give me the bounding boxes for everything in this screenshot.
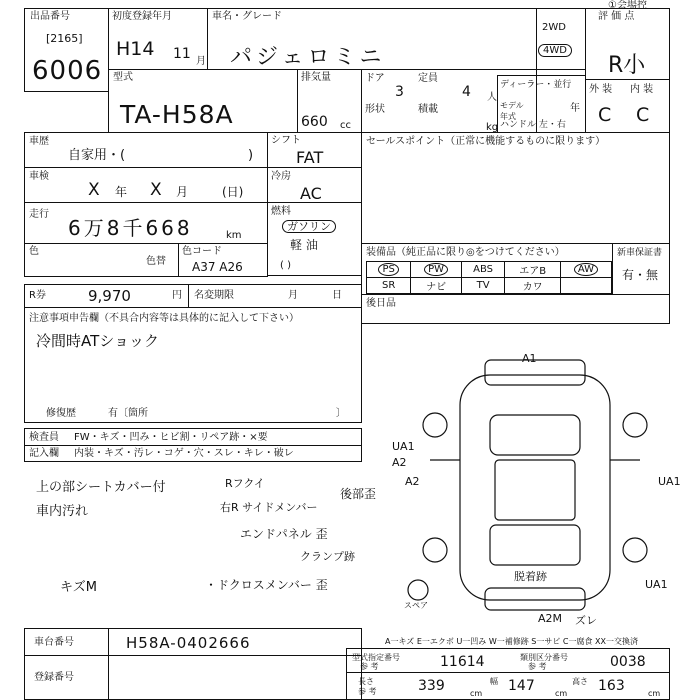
mileage-value: 6万8千668 [68, 216, 193, 240]
sales-box [361, 132, 670, 244]
ref-label-3: 参 考 [358, 687, 377, 696]
inspector-row2-label: 記入欄 [29, 448, 59, 459]
repair-value: 有〔箇所 [108, 408, 148, 419]
damage-ua1-rear: UA1 [645, 578, 668, 591]
reg-month: 11 [173, 46, 191, 62]
ref-label-1: 参 考 [360, 662, 379, 671]
equip-pw: PW [411, 262, 462, 278]
model-label: 車名・グレード [212, 11, 282, 22]
warranty-label: 新車保証書 [617, 248, 663, 258]
recycle-label: R券 [29, 290, 46, 301]
inspector-right-5: ・ドクロスメンバー 歪 [205, 578, 328, 592]
warranty-value: 有・無 [622, 268, 659, 282]
model-year-label: モデル年式 [500, 101, 524, 121]
handle-label: ハンドル 左・右 [500, 120, 566, 130]
inspector-row2-items: 内装・キズ・汚レ・コゲ・穴・スレ・キレ・破レ [74, 448, 294, 459]
expiry-day: 日 [332, 290, 342, 301]
mileage-unit: km [226, 230, 242, 241]
color-code-label: 色コード [182, 246, 222, 257]
damage-a2m: A2M [538, 612, 563, 625]
inspector-row1-label: 検査員 [29, 432, 59, 443]
equip-leather: カワ [505, 278, 561, 294]
equip-ps: PS [367, 262, 411, 278]
interior-value: C [636, 104, 650, 126]
inspector-line-3: キズM [60, 580, 97, 595]
recycle-value: 9,970 [88, 287, 131, 305]
history-label: 車歴 [29, 136, 49, 147]
expiry-label: 名変期限 [194, 290, 234, 301]
repair-label: 修復歴 [46, 408, 76, 419]
damage-a1: A1 [522, 352, 537, 365]
recycle-unit: 円 [172, 290, 182, 301]
equip-empty [560, 278, 611, 294]
model-name: パジェロミニ [230, 45, 386, 70]
notes-text: 冷間時ATショック [36, 332, 159, 350]
score-value: R小 [608, 53, 646, 78]
model-year-unit: 年 [570, 103, 580, 114]
later-label: 後日品 [366, 298, 396, 309]
height-value: 163 [598, 678, 625, 694]
damage-detach: 脱着跡 [514, 570, 547, 583]
inspector-right-1: Rフクイ [225, 477, 265, 490]
color-label: 色 [29, 246, 39, 257]
shift-value: FAT [296, 148, 324, 167]
equip-aw: AW [560, 262, 611, 278]
equip-navi: ナビ [411, 278, 462, 294]
wheel-rear-left [423, 538, 447, 562]
type-value: TA-H58A [120, 100, 234, 129]
drive-4wd: 4WD [538, 44, 572, 57]
equip-abs: ABS [461, 262, 504, 278]
inspector-line-1: 上の部シートカバー付 [36, 480, 166, 495]
inspector-right-2: 右R サイドメンバー [220, 501, 318, 514]
damage-ua1-right: UA1 [658, 475, 681, 488]
chassis-value: H58A-0402666 [126, 634, 251, 652]
inspector-row1-items: FW・キズ・凹み・ヒビ割・リペア跡・×要 [74, 432, 268, 443]
fuel-diesel: 軽 油 [290, 238, 318, 252]
spec-divider [346, 672, 670, 673]
inspector-line-2: 車内汚れ [36, 504, 89, 519]
damage-a2-mid: A2 [405, 475, 420, 488]
inspector-right-3: エンドパネル 歪 [240, 527, 328, 541]
reg-no-label: 登録番号 [34, 672, 74, 683]
car-rear-bumper [485, 588, 585, 610]
load-unit: kg [486, 122, 499, 133]
fuel-paren: ( ) [280, 260, 291, 271]
class-label: 類別区分番号 [520, 653, 568, 662]
length-label: 長さ [358, 677, 374, 686]
inspection-year-mark: X [88, 180, 100, 200]
width-unit: cm [555, 689, 568, 698]
mileage-label: 走行 [29, 209, 49, 220]
spare-tire [408, 580, 428, 600]
equip-sr: SR [367, 278, 411, 294]
ref-label-2: 参 考 [528, 662, 547, 671]
car-rear-window [490, 525, 580, 565]
damage-zure: ズレ [575, 614, 597, 627]
ac-value: AC [300, 184, 322, 203]
car-body-outline [460, 375, 610, 600]
top-right-mark: ①会場控 [608, 0, 647, 11]
inspector-rear-note: 後部歪 [340, 487, 377, 501]
type-label: 型式 [113, 72, 133, 83]
ac-label: 冷房 [271, 171, 291, 182]
reg-year: H14 [116, 38, 155, 60]
inspector-divider [24, 445, 362, 446]
reg-unit: 月 [196, 56, 206, 67]
legend-text: A一キズ E一エクボ U一凹み W一補修跡 S一サビ C一腐食 XX一交換済 [385, 637, 639, 646]
width-value: 147 [508, 678, 535, 694]
height-label: 高さ [572, 677, 588, 686]
repair-close: 〕 [336, 408, 346, 419]
reg-no-box [24, 655, 362, 700]
expiry-month: 月 [288, 290, 298, 301]
lot-label: 出品番号 [30, 11, 70, 22]
car-windshield [490, 415, 580, 455]
notes-label: 注意事項申告欄（不具合内容等は具体的に記入して下さい） [29, 313, 299, 324]
width-label: 幅 [490, 677, 498, 686]
cc-label: 排気量 [301, 72, 331, 83]
lot-number: 6006 [32, 56, 103, 86]
inspection-year-unit: 年 [115, 185, 128, 199]
drive-box [536, 8, 586, 70]
inspection-label: 車検 [29, 171, 49, 182]
equip-airbag: エアB [505, 262, 561, 278]
shift-label: シフト [271, 135, 301, 146]
score-label: 評 価 点 [598, 11, 635, 22]
drive-2wd: 2WD [542, 22, 566, 33]
seat-value: 4 [462, 84, 471, 100]
door-label: ドア [365, 73, 385, 84]
spare-label: スペア [404, 601, 428, 610]
damage-a2-left: A2 [392, 456, 407, 469]
model-spec-label: 型式指定番号 [352, 653, 400, 662]
model-spec-value: 11614 [440, 654, 485, 670]
color-divider [178, 243, 179, 277]
wheel-front-left [423, 413, 447, 437]
interior-label: 内 装 [630, 84, 654, 95]
class-value: 0038 [610, 654, 646, 670]
exterior-value: C [598, 104, 612, 126]
notes-box [24, 307, 362, 423]
equipment-grid [366, 261, 612, 294]
equipment-label: 装備品（純正品に限り◎をつけてください） [366, 247, 565, 258]
recycle-divider [188, 284, 189, 308]
reg-label: 初度登録年月 [112, 11, 172, 22]
history-value: 自家用・( [68, 148, 126, 163]
dealer-label: ディーラー・並行 [500, 80, 572, 90]
height-unit: cm [648, 689, 661, 698]
paint-label: 色替 [146, 256, 166, 267]
color-code-value: A37 A26 [192, 260, 243, 274]
equip-tv: TV [461, 278, 504, 294]
cc-value: 660 [301, 114, 328, 130]
wheel-rear-right [623, 538, 647, 562]
shape-label: 形状 [365, 104, 385, 115]
wheel-front-right [623, 413, 647, 437]
cc-unit: cc [340, 120, 351, 131]
length-unit: cm [470, 689, 483, 698]
chassis-label: 車台番号 [34, 637, 74, 648]
door-value: 3 [395, 84, 404, 100]
equipment-divider [612, 243, 613, 295]
inspector-right-4: クランプ跡 [300, 550, 355, 563]
recycle-box [24, 284, 362, 308]
inspection-day-unit: (日) [222, 185, 244, 199]
fuel-label: 燃料 [271, 206, 291, 217]
sales-label: セールスポイント（正常に機能するものに限ります） [366, 136, 606, 147]
lot-sub: [2165] [46, 32, 83, 45]
inspection-month-mark: X [150, 180, 162, 200]
fuel-gas: ガソリン [282, 220, 336, 233]
history-close: ) [248, 148, 254, 163]
car-roof [495, 460, 575, 520]
damage-ua1-left: UA1 [392, 440, 415, 453]
exterior-label: 外 装 [589, 84, 613, 95]
later-box [361, 294, 670, 324]
inspection-month-unit: 月 [176, 185, 189, 199]
length-value: 339 [418, 678, 445, 694]
load-label: 積載 [418, 104, 438, 115]
seat-label: 定員 [418, 73, 438, 84]
seat-unit: 人 [487, 92, 497, 103]
history-box [24, 132, 268, 168]
